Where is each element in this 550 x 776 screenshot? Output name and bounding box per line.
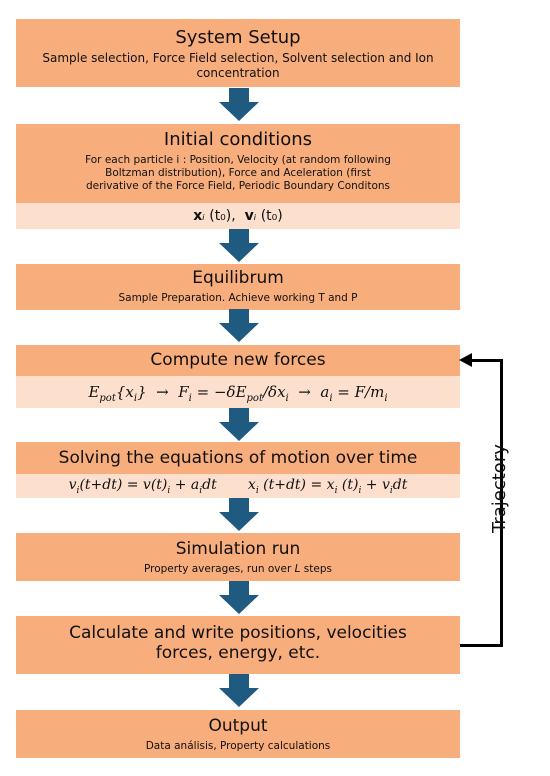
step-title: Equilibrum — [192, 268, 284, 288]
step-equilibrum — [16, 264, 460, 310]
down-arrow-icon — [218, 229, 260, 263]
step-description: Data análisis, Property calculations — [145, 740, 331, 752]
down-arrow-icon — [218, 88, 260, 122]
trajectory-label: Trajectory — [489, 444, 510, 533]
step-initial-conditions — [16, 124, 460, 203]
step-description: Property averages, run over L steps — [143, 563, 332, 575]
step-system-setup — [16, 19, 460, 87]
step-description: Sample selection, Force Field selection, Solvent selection and Ion concentration — [42, 51, 434, 80]
step-simulation-run — [16, 533, 460, 581]
down-arrow-icon — [218, 581, 260, 615]
feedback-line-bottom — [460, 644, 503, 647]
initial-conditions-formula — [16, 203, 460, 229]
step-solving-equations — [16, 442, 460, 474]
down-arrow-icon — [218, 674, 260, 708]
step-compute-new-forces — [16, 345, 460, 376]
step-output — [16, 710, 460, 758]
formula-text: $v_i(t+dt) = v(t)_i + a_idt$ $x_i$ $(t+dt) = x_i$ $(t)_i + v_idt$ — [68, 477, 408, 496]
feedback-arrowhead-icon — [459, 353, 473, 367]
formula-text: $E_{pot}\{x_i\} \to F_i = -\delta E_{pot}/\delta x_i \to a_i = F/m_i$ — [88, 383, 388, 404]
down-arrow-icon — [218, 408, 260, 442]
step-title: Solving the equations of motion over time — [58, 448, 418, 468]
forces-formula — [16, 376, 460, 408]
step-calculate-and-write — [16, 616, 460, 674]
step-title: Output — [208, 716, 268, 736]
feedback-line-top — [470, 359, 503, 362]
down-arrow-icon — [218, 498, 260, 532]
step-description: For each particle i : Position, Velocity (at random following Boltzman distribution), Force and Aceleration (first derivative of the Force Field, Periodic Boundary Conditons — [85, 154, 391, 192]
motion-formulas — [16, 474, 460, 498]
step-title: Calculate and write positions, velocities forces, energy, etc. — [69, 623, 407, 663]
step-title: Initial conditions — [163, 129, 313, 150]
step-title: Compute new forces — [150, 350, 326, 370]
formula-text: xᵢ (t₀), vᵢ (t₀) — [193, 208, 283, 224]
step-title: Simulation run — [175, 539, 301, 559]
step-title: System Setup — [175, 27, 301, 48]
down-arrow-icon — [218, 309, 260, 343]
step-description: Sample Preparation. Achieve working T and P — [118, 292, 358, 304]
